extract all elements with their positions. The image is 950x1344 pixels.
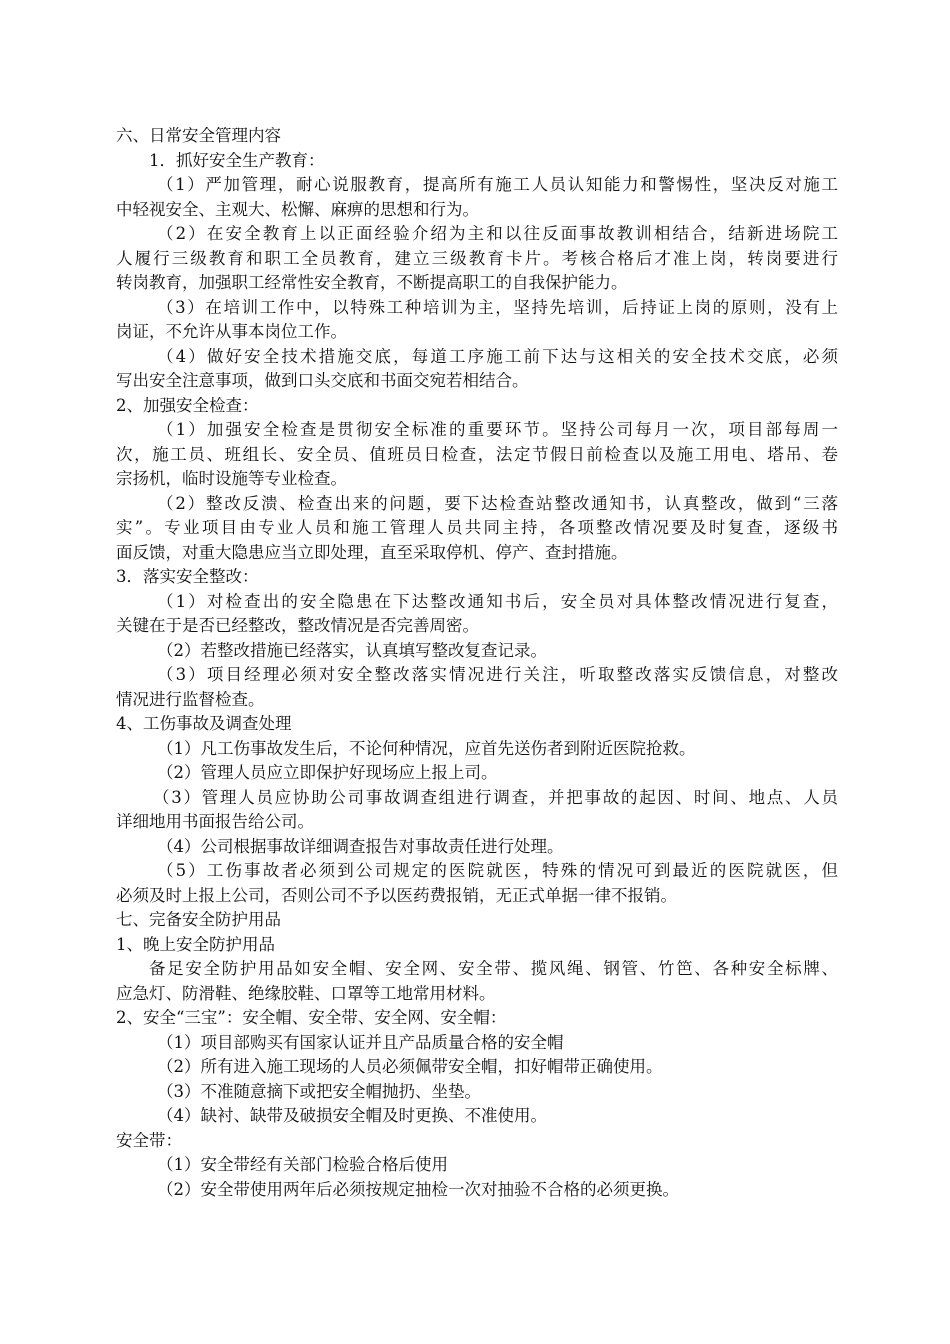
text-line: （2）若整改措施已经落实，认真填写整改复查记录。 xyxy=(157,640,547,660)
text-line: （1）严加管理，耐心说服教育，提高所有施工人员认知能力和警惕性，坚决反对施工 xyxy=(157,175,838,194)
text-line: 1、晚上安全防护用品 xyxy=(116,934,275,954)
text-line: 宗扬机，临时设施等专业检查。 xyxy=(116,469,347,488)
text-line: （1）凡工伤事故发生后，不论何种情况，应首先送伤者到附近医院抢救。 xyxy=(157,738,696,758)
document-page xyxy=(116,124,838,1202)
text-line: （3）项目经理必须对安全整改落实情况进行关注，听取整改落实反馈信息，对整改 xyxy=(157,665,838,684)
text-line: （2）安全带使用两年后必须按规定抽检一次对抽验不合格的必须更换。 xyxy=(157,1179,679,1199)
text-line: 1．抓好安全生产教育： xyxy=(149,150,325,170)
text-line: （2）所有进入施工现场的人员必须佩带安全帽，扣好帽带正确使用。 xyxy=(157,1057,663,1076)
text-line: 情况进行监督检查。 xyxy=(116,689,265,709)
text-line: 实”。专业项目由专业人员和施工管理人员共同主持，各项整改情况要及时复查，逐级书 xyxy=(116,518,838,537)
text-line: 2、安全“三宝”：安全帽、安全带、安全网、安全帽： xyxy=(116,1008,507,1027)
text-line: 面反馈，对重大隐患应当立即处理，直至采取停机、停产、查封措施。 xyxy=(116,542,628,562)
text-line: （4）缺衬、缺带及破损安全帽及时更换、不准使用。 xyxy=(157,1106,547,1125)
text-line: （3）管理人员应协助公司事故调查组进行调查，并把事故的起因、时间、地点、人员 xyxy=(153,787,838,807)
text-line: 写出安全注意事项，做到口头交底和书面交宛若相结合。 xyxy=(116,371,529,390)
text-line: 必须及时上报上公司，否则公司不予以医药费报销，无正式单据一律不报销。 xyxy=(116,885,677,905)
text-line: 应急灯、防滑鞋、绝缘胶鞋、口罩等工地常用材料。 xyxy=(116,983,496,1003)
text-line: 安全带： xyxy=(116,1130,182,1150)
text-line: （5）工伤事故者必须到公司规定的医院就医，特殊的情况可到最近的医院就医，但 xyxy=(157,861,838,880)
text-line: （1）项目部购买有国家认证并且产品质量合格的安全帽 xyxy=(157,1032,564,1052)
text-line: 六、日常安全管理内容 xyxy=(116,126,281,145)
text-line: 中轻视安全、主观大、松懈、麻痹的思想和行为。 xyxy=(116,199,479,219)
text-line: 3．落实安全整改： xyxy=(116,567,259,586)
text-line: （4）做好安全技术措施交底，每道工序施工前下达与这相关的安全技术交底，必须 xyxy=(157,346,838,366)
text-line: 转岗教育，加强职工经常性安全教育，不断提高职工的自我保护能力。 xyxy=(116,273,628,292)
text-line: 备足安全防护用品如安全帽、安全网、安全带、揽风绳、钢管、竹笆、各种安全标牌、 xyxy=(149,959,838,978)
text-line: （2）在安全教育上以正面经验介绍为主和以往反面事故教训相结合，结新进场院工 xyxy=(157,224,838,243)
text-line: 七、完备安全防护用品 xyxy=(116,910,281,929)
text-line: （1）对检查出的安全隐患在下达整改通知书后，安全员对具体整改情况进行复查， xyxy=(157,591,838,611)
text-line: （4）公司根据事故详细调查报告对事故责任进行处理。 xyxy=(157,836,564,856)
text-line: 4、工伤事故及调查处理 xyxy=(116,714,292,733)
text-line: 2、加强安全检查： xyxy=(116,395,259,415)
text-line: 次，施工员、班组长、安全员、值班员日检查，法定节假日前检查以及施工用电、塔吊、卷 xyxy=(116,444,838,464)
text-line: 详细地用书面报告给公司。 xyxy=(116,812,314,831)
text-line: 关键在于是否已经整改，整改情况是否完善周密。 xyxy=(116,616,479,635)
text-line: 人履行三级教育和职工全员教育，建立三级教育卡片。考核合格后才准上岗，转岗要进行 xyxy=(116,248,838,268)
text-line: （1）安全带经有关部门检验合格后使用 xyxy=(157,1155,448,1174)
text-line: （2）整改反溃、检查出来的问题，要下达检查站整改通知书，认真整改，做到“三落 xyxy=(157,493,838,513)
text-line: 岗证，不允许从事本岗位工作。 xyxy=(116,322,347,341)
text-line: （3）在培训工作中，以特殊工种培训为主，坚持先培训，后持证上岗的原则，没有上 xyxy=(157,297,838,317)
text-line: （3）不准随意摘下或把安全帽抛扔、坐垫。 xyxy=(157,1081,481,1101)
text-line: （1）加强安全检查是贯彻安全标准的重要环节。坚持公司每月一次，项目部每周一 xyxy=(157,420,838,439)
text-line: （2）管理人员应立即保护好现场应上报上司。 xyxy=(157,763,498,782)
